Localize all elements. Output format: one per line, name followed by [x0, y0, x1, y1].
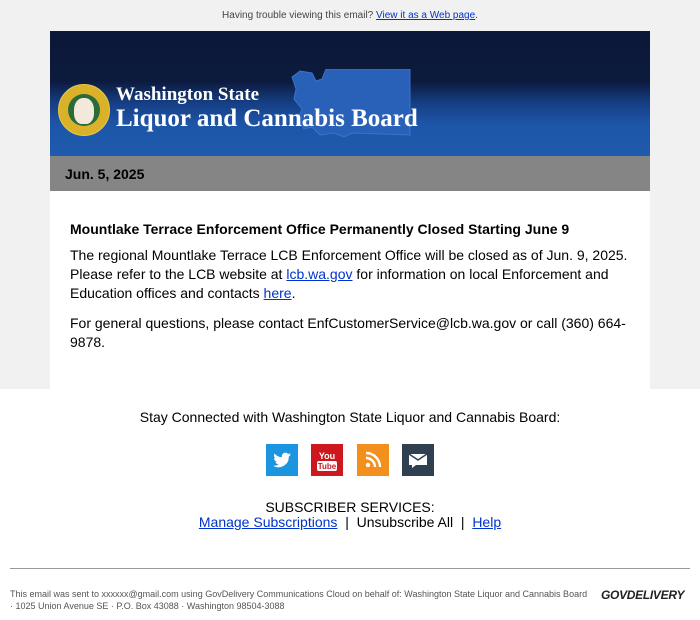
preheader [0, 10, 700, 21]
washington-state-seal-icon [58, 84, 110, 136]
govdelivery-logo: GOVDELIVERY [601, 588, 685, 602]
brand-line-2: Liquor and Cannabis Board [116, 105, 418, 132]
manage-subscriptions-link[interactable]: Manage Subscriptions [198, 514, 338, 530]
paragraph-text: The regional Mountlake Terrace LCB Enforcement Office will be closed as of Jun. 9, 2025. Please refer to the LCB website at [70, 247, 628, 282]
preheader-text: Having trouble viewing this email? [222, 10, 374, 21]
footer-divider [10, 568, 690, 569]
twitter-icon[interactable] [266, 444, 298, 476]
view-web-page-link[interactable]: View it as a Web page [376, 10, 476, 21]
svg-text:You: You [318, 451, 336, 461]
preheader-tail: . [475, 10, 478, 21]
lcb-website-link[interactable]: lcb.wa.gov [286, 266, 353, 282]
email-body [50, 31, 650, 424]
date-bar [50, 156, 650, 191]
article-paragraph-1 [70, 246, 630, 303]
subscriber-services [0, 500, 700, 530]
contacts-here-link[interactable]: here [263, 285, 292, 301]
issue-date: Jun. 5, 2025 [65, 166, 145, 182]
svg-text:Tube: Tube [317, 462, 337, 471]
subscriber-links [0, 515, 700, 530]
rss-icon[interactable] [357, 444, 389, 476]
separator: | [460, 514, 465, 530]
header-banner [50, 31, 650, 156]
article-paragraph-2: For general questions, please contact EnfCustomerService@lcb.wa.gov or call (360) 664-9878. [70, 315, 626, 350]
brand-line-1: Washington State [116, 84, 260, 105]
help-link[interactable]: Help [472, 514, 502, 530]
footer-text: This email was sent to xxxxxx@gmail.com using GovDelivery Communications Cloud on behalf of: Washington State Liquor and Cannabis Board · 1025 Union Avenue SE · P.O. Box 43088 · Washington 98504-3088 [10, 589, 588, 611]
youtube-icon[interactable] [311, 444, 343, 476]
email-icon[interactable] [402, 444, 434, 476]
separator: | [345, 514, 349, 530]
article-headline: Mountlake Terrace Enforcement Office Permanently Closed Starting June 9 [70, 221, 570, 237]
article [50, 191, 650, 424]
stay-connected-text: Stay Connected with Washington State Liquor and Cannabis Board: [139, 409, 561, 425]
unsubscribe-all-text[interactable]: Unsubscribe All [356, 514, 454, 530]
subscriber-title: SUBSCRIBER SERVICES: [265, 499, 435, 515]
paragraph-text: for information on local Enforcement and Education offices and contacts [70, 266, 609, 301]
paragraph-text: . [291, 285, 296, 301]
